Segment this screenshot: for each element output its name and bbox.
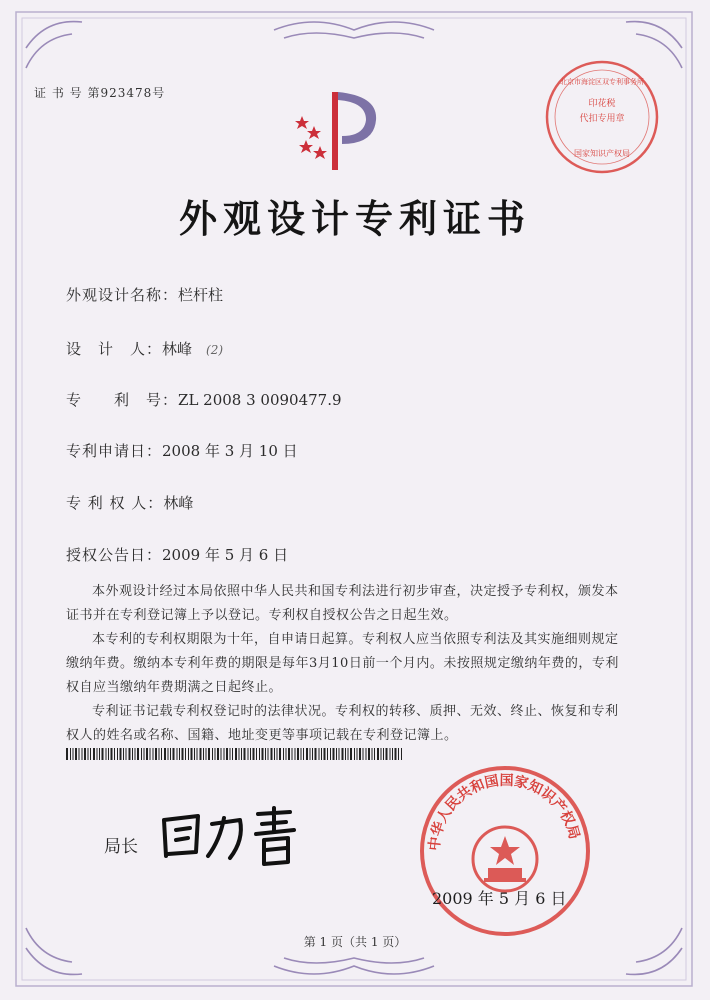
barcode-stripe bbox=[88, 748, 89, 760]
barcode-stripe bbox=[248, 748, 249, 760]
barcode-stripe bbox=[126, 748, 127, 760]
barcode-stripe bbox=[73, 748, 74, 760]
barcode-stripe bbox=[372, 748, 373, 760]
barcode-stripe bbox=[374, 748, 375, 760]
barcode-stripe bbox=[295, 748, 296, 760]
barcode-stripe bbox=[301, 748, 302, 760]
official-seal-ring-text: 中华人民共和国国家知识产权局 bbox=[426, 772, 583, 852]
barcode-stripe bbox=[292, 748, 293, 760]
barcode-stripe bbox=[327, 748, 328, 760]
barcode-stripe bbox=[217, 748, 219, 760]
barcode-stripe bbox=[102, 748, 104, 760]
barcode-stripe bbox=[191, 748, 193, 760]
barcode-stripe bbox=[173, 748, 175, 760]
barcode-stripe bbox=[188, 748, 189, 760]
barcode-stripe bbox=[359, 748, 361, 760]
barcode-stripe bbox=[93, 748, 95, 760]
patentee-field: 专 利 权 人：林峰 bbox=[66, 494, 194, 512]
barcode-stripe bbox=[179, 748, 180, 760]
barcode-stripe bbox=[395, 748, 397, 760]
barcode-stripe bbox=[114, 748, 115, 760]
barcode-stripe bbox=[250, 748, 251, 760]
tax-seal-text: 印花税 bbox=[588, 99, 616, 109]
barcode-stripe bbox=[206, 748, 207, 760]
barcode-stripe bbox=[324, 748, 326, 760]
barcode-stripe bbox=[319, 748, 320, 760]
tax-seal-bottom-text: 国家知识产权局 bbox=[574, 149, 630, 158]
barcode-stripe bbox=[170, 748, 171, 760]
barcode-stripe bbox=[392, 748, 393, 760]
barcode bbox=[66, 748, 406, 760]
barcode-stripe bbox=[339, 748, 340, 760]
tax-seal-stamp bbox=[543, 58, 661, 176]
barcode-stripe bbox=[342, 748, 344, 760]
barcode-stripe bbox=[159, 748, 160, 760]
barcode-stripe bbox=[235, 748, 237, 760]
barcode-stripe bbox=[259, 748, 260, 760]
barcode-stripe bbox=[336, 748, 337, 760]
barcode-stripe bbox=[288, 748, 290, 760]
barcode-stripe bbox=[150, 748, 151, 760]
page-title: 外观设计专利证书 bbox=[178, 196, 531, 241]
barcode-stripe bbox=[84, 748, 86, 760]
barcode-stripe bbox=[377, 748, 379, 760]
barcode-stripe bbox=[398, 748, 399, 760]
barcode-stripe bbox=[137, 748, 139, 760]
barcode-stripe bbox=[357, 748, 358, 760]
barcode-stripe bbox=[70, 748, 71, 760]
barcode-stripe bbox=[230, 748, 231, 760]
barcode-stripe bbox=[177, 748, 178, 760]
barcode-stripe bbox=[321, 748, 322, 760]
barcode-stripe bbox=[271, 748, 273, 760]
application-date-field: 专利申请日：2008 年 3 月 10 日 bbox=[66, 442, 298, 460]
barcode-stripe bbox=[310, 748, 311, 760]
design-name-field: 外观设计名称：栏杆柱 bbox=[66, 286, 224, 304]
barcode-stripe bbox=[66, 748, 68, 760]
designer-field: 设 计 人：林峰 (2) bbox=[66, 340, 224, 358]
barcode-stripe bbox=[268, 748, 269, 760]
barcode-stripe bbox=[153, 748, 154, 760]
barcode-stripe bbox=[182, 748, 184, 760]
barcode-stripe bbox=[97, 748, 98, 760]
barcode-stripe bbox=[265, 748, 266, 760]
barcode-stripe bbox=[368, 748, 370, 760]
barcode-stripe bbox=[306, 748, 308, 760]
tax-seal-ring-text: 北京市海淀区双专利事务所 bbox=[560, 78, 644, 86]
barcode-stripe bbox=[108, 748, 109, 760]
barcode-stripe bbox=[232, 748, 233, 760]
national-emblem-icon bbox=[473, 827, 537, 891]
barcode-stripe bbox=[224, 748, 225, 760]
barcode-stripe bbox=[135, 748, 136, 760]
barcode-stripe bbox=[330, 748, 331, 760]
barcode-stripe bbox=[244, 748, 246, 760]
official-seal-stamp bbox=[418, 764, 592, 938]
barcode-stripe bbox=[221, 748, 222, 760]
barcode-stripe bbox=[79, 748, 80, 760]
barcode-stripe bbox=[208, 748, 210, 760]
barcode-stripe bbox=[401, 748, 402, 760]
barcode-stripe bbox=[283, 748, 284, 760]
patent-number-field: 专 利 号：ZL 2008 3 0090477.9 bbox=[66, 391, 342, 409]
barcode-stripe bbox=[155, 748, 157, 760]
barcode-stripe bbox=[366, 748, 367, 760]
paragraph-term: 本专利的专利权期限为十年，自申请日起算。专利权人应当依照专利法及其实施细则规定缴纳年费。缴纳本专利年费的期限是每年3月10日前一个月内。未按照规定缴纳年费的，专利权自应当缴纳年费期满之日起终止。 bbox=[66, 632, 619, 695]
barcode-stripe bbox=[256, 748, 257, 760]
barcode-stripe bbox=[333, 748, 335, 760]
handwritten-note: (2) bbox=[206, 343, 224, 357]
barcode-stripe bbox=[111, 748, 113, 760]
barcode-stripe bbox=[381, 748, 382, 760]
page-number: 第 1 页（共 1 页） bbox=[303, 935, 407, 949]
barcode-stripe bbox=[203, 748, 204, 760]
barcode-stripe bbox=[303, 748, 304, 760]
barcode-stripe bbox=[106, 748, 107, 760]
barcode-stripe bbox=[197, 748, 198, 760]
barcode-stripe bbox=[297, 748, 299, 760]
barcode-stripe bbox=[123, 748, 124, 760]
barcode-stripe bbox=[383, 748, 384, 760]
barcode-stripe bbox=[129, 748, 131, 760]
barcode-stripe bbox=[350, 748, 352, 760]
barcode-stripe bbox=[348, 748, 349, 760]
barcode-stripe bbox=[90, 748, 91, 760]
barcode-stripe bbox=[164, 748, 166, 760]
barcode-stripe bbox=[363, 748, 364, 760]
certificate-number: 证 书 号 第923478号 bbox=[34, 86, 166, 100]
paragraph-legal-status: 专利证书记载专利权登记时的法律状况。专利权的转移、质押、无效、终止、恢复和专利权人的姓名或名称、国籍、地址变更等事项记载在专利登记簿上。 bbox=[66, 704, 619, 743]
barcode-stripe bbox=[117, 748, 118, 760]
barcode-stripe bbox=[141, 748, 142, 760]
barcode-stripe bbox=[132, 748, 133, 760]
barcode-stripe bbox=[212, 748, 213, 760]
tax-seal-subtext: 代扣专用章 bbox=[579, 114, 625, 124]
barcode-stripe bbox=[200, 748, 202, 760]
barcode-stripe bbox=[241, 748, 242, 760]
barcode-stripe bbox=[354, 748, 355, 760]
barcode-stripe bbox=[75, 748, 77, 760]
barcode-stripe bbox=[194, 748, 195, 760]
paragraph-examination: 本外观设计经过本局依照中华人民共和国专利法进行初步审查，决定授予专利权，颁发本证书并在专利登记簿上予以登记。专利权自授权公告之日起生效。 bbox=[66, 584, 619, 623]
grant-date-field: 授权公告日：2009 年 5 月 6 日 bbox=[66, 546, 289, 564]
barcode-stripe bbox=[215, 748, 216, 760]
barcode-stripe bbox=[312, 748, 313, 760]
barcode-stripe bbox=[274, 748, 275, 760]
barcode-stripe bbox=[262, 748, 264, 760]
barcode-stripe bbox=[168, 748, 169, 760]
issue-date: 2009 年 5 月 6 日 bbox=[432, 889, 567, 908]
barcode-stripe bbox=[253, 748, 255, 760]
director-label: 局长 bbox=[104, 837, 138, 857]
barcode-stripe bbox=[239, 748, 240, 760]
barcode-stripe bbox=[390, 748, 391, 760]
barcode-stripe bbox=[185, 748, 186, 760]
barcode-stripe bbox=[386, 748, 388, 760]
barcode-stripe bbox=[315, 748, 317, 760]
barcode-stripe bbox=[120, 748, 122, 760]
barcode-stripe bbox=[144, 748, 145, 760]
barcode-stripe bbox=[82, 748, 83, 760]
barcode-stripe bbox=[161, 748, 162, 760]
barcode-stripe bbox=[345, 748, 346, 760]
barcode-stripe bbox=[286, 748, 287, 760]
patent-office-emblem-icon bbox=[292, 86, 382, 176]
director-signature-icon bbox=[150, 800, 310, 870]
barcode-stripe bbox=[99, 748, 100, 760]
barcode-stripe bbox=[277, 748, 278, 760]
barcode-stripe bbox=[146, 748, 148, 760]
barcode-stripe bbox=[279, 748, 281, 760]
barcode-stripe bbox=[226, 748, 228, 760]
